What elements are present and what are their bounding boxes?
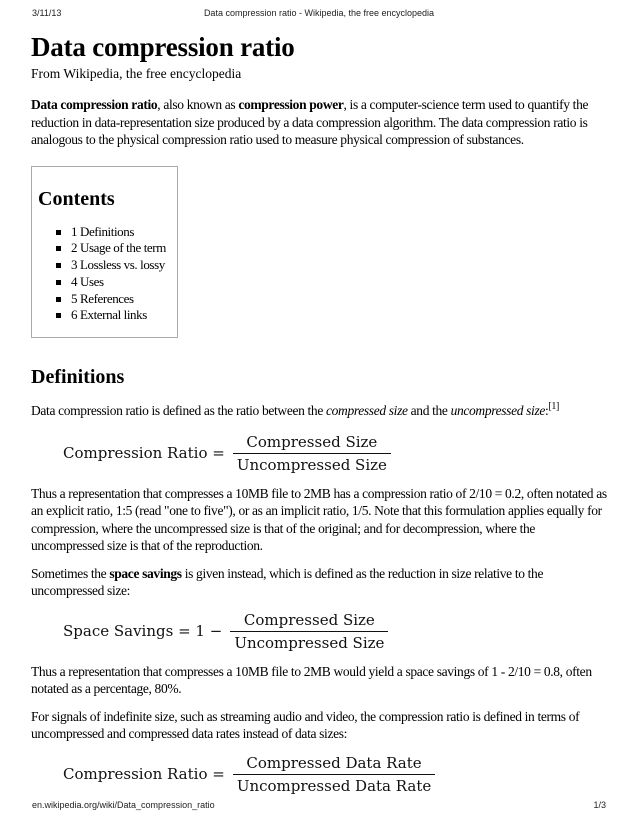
formula-denominator: Uncompressed Data Rate xyxy=(233,774,435,795)
formula-denominator: Uncompressed Size xyxy=(233,453,391,474)
term-uncompressed-size: uncompressed size xyxy=(450,403,546,419)
toc-item-label: 1 Definitions xyxy=(71,223,135,239)
bullet-icon xyxy=(56,297,61,302)
formula-numerator: Compressed Size xyxy=(246,432,378,451)
bullet-icon xyxy=(56,313,61,318)
toc-item-label: 3 Lossless vs. lossy xyxy=(71,257,165,273)
formula-numerator: Compressed Size xyxy=(243,610,375,629)
formula-lhs: Compression Ratio = xyxy=(63,765,225,784)
term-compressed-size: compressed size xyxy=(326,403,408,419)
formula-fraction xyxy=(230,611,388,652)
bullet-icon xyxy=(56,230,61,235)
formula-fraction xyxy=(233,433,391,474)
page-number: 1/3 xyxy=(593,800,606,810)
lead-term-1: Data compression ratio xyxy=(31,97,158,112)
lead-text-2: , is a computer-science term used to quantify the reduction in data-representation size produced by a data compression algorithm. The data compression ratio is analogous to the physical compression ratio used to measure physical compression of substances. xyxy=(31,97,589,147)
paragraph-example: Thus a representation that compresses a 10MB file to 2MB has a compression ratio of 2/10 = 0.2, often notated as an explicit ratio, 1:5 (read "one to five"), or as an implicit ratio, 1/5. Note that this formulation applies equally for compression, where the uncompressed size is that of the original; and for decompression, where the uncompressed size is that of the reproduction. xyxy=(31,485,607,554)
toc-item-definitions[interactable] xyxy=(56,224,177,241)
print-date: 3/11/13 xyxy=(32,8,62,18)
formula-space-savings xyxy=(63,611,609,652)
formula-data-rate-ratio xyxy=(63,754,609,795)
table-of-contents xyxy=(31,166,178,339)
bullet-icon xyxy=(56,246,61,251)
lead-paragraph xyxy=(31,96,609,149)
formula-compression-ratio xyxy=(63,433,609,474)
print-header xyxy=(32,8,606,22)
paragraph-space-savings xyxy=(31,565,609,600)
bullet-icon xyxy=(56,263,61,268)
toc-item-label: 6 External links xyxy=(71,307,147,323)
formula-lhs: Space Savings = 1 − xyxy=(63,622,223,641)
print-url: en.wikipedia.org/wiki/Data_compression_ratio xyxy=(32,800,215,810)
toc-item-label: 5 References xyxy=(71,290,134,306)
toc-item-external-links[interactable] xyxy=(56,307,177,324)
section-heading-definitions: Definitions xyxy=(31,366,125,389)
bullet-icon xyxy=(56,280,61,285)
toc-list xyxy=(38,224,177,325)
toc-item-lossless-vs-lossy[interactable] xyxy=(56,257,177,274)
page-title: Data compression ratio xyxy=(31,32,295,62)
term-space-savings: space savings xyxy=(109,565,182,581)
site-tagline: From Wikipedia, the free encyclopedia xyxy=(31,66,242,81)
reference-link-1[interactable]: [1] xyxy=(548,401,560,413)
lead-text-1: , also known as xyxy=(157,97,239,112)
formula-numerator: Compressed Data Rate xyxy=(246,753,422,772)
paragraph-space-savings-example: Thus a representation that compresses a 10MB file to 2MB would yield a space savings of 1 - 2/10 = 0.8, often notated as a percentage, 80%. xyxy=(31,663,592,697)
article-content xyxy=(31,30,609,795)
paragraph-streaming: For signals of indefinite size, such as streaming audio and video, the compression ratio is defined in terms of uncompressed and compressed data rates instead of data sizes: xyxy=(31,708,580,742)
formula-lhs: Compression Ratio = xyxy=(63,444,225,463)
formula-denominator: Uncompressed Size xyxy=(230,631,388,652)
para-text: Sometimes the xyxy=(31,565,110,581)
para-text: is given instead, which is defined as the reduction in size relative to the uncompressed size: xyxy=(31,565,544,599)
definition-intro xyxy=(31,402,609,420)
toc-title: Contents xyxy=(38,187,115,210)
print-page-title: Data compression ratio - Wikipedia, the free encyclopedia xyxy=(203,8,435,18)
toc-item-label: 4 Uses xyxy=(71,273,104,289)
print-footer xyxy=(32,800,606,814)
intro-text: and the xyxy=(407,403,451,419)
intro-text: : xyxy=(545,403,549,419)
intro-text: Data compression ratio is defined as the ratio between the xyxy=(31,403,326,419)
lead-term-2: compression power xyxy=(238,97,344,112)
toc-item-uses[interactable] xyxy=(56,274,177,291)
toc-item-references[interactable] xyxy=(56,291,177,308)
toc-item-usage[interactable] xyxy=(56,240,177,257)
toc-item-label: 2 Usage of the term xyxy=(71,240,166,256)
formula-fraction xyxy=(233,754,435,795)
